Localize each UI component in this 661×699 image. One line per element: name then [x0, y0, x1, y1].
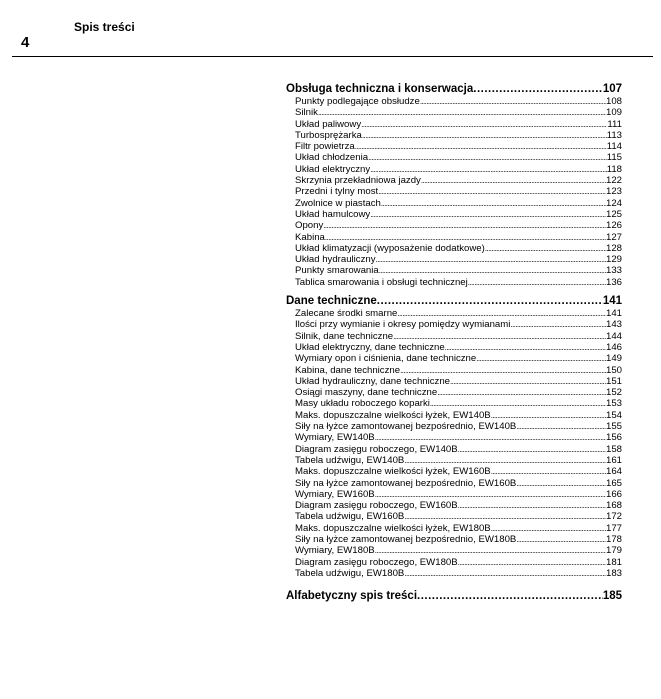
toc-page-number: 123 — [605, 186, 622, 198]
dot-leader — [362, 130, 607, 141]
toc-page-number: 178 — [605, 533, 622, 545]
toc-entry-title: Filtr powietrza — [295, 141, 355, 153]
toc-entry[interactable] — [286, 398, 622, 409]
dot-leader — [355, 141, 607, 152]
toc-page-number: 107 — [602, 83, 622, 95]
dot-leader — [378, 186, 606, 197]
header-title: Spis treści — [74, 20, 135, 34]
toc-page-number: 156 — [605, 432, 622, 444]
toc-entry[interactable] — [286, 243, 622, 254]
toc-entry[interactable] — [286, 455, 622, 466]
toc-entry-title: Przedni i tylny most — [295, 186, 379, 198]
dot-leader — [393, 331, 606, 342]
toc-entry[interactable] — [286, 232, 622, 243]
table-of-contents — [286, 82, 622, 603]
toc-page-number: 118 — [606, 163, 622, 175]
toc-page-number: 153 — [605, 398, 622, 410]
dot-leader — [445, 342, 606, 353]
toc-page-number: 114 — [606, 141, 622, 153]
toc-page-number: 143 — [605, 319, 622, 331]
dot-leader — [368, 152, 607, 163]
dot-leader — [381, 198, 606, 209]
toc-entry-title: Zwolnice w piastach — [295, 197, 381, 209]
dot-leader — [468, 277, 606, 288]
toc-page-number: 136 — [605, 276, 622, 288]
toc-entry[interactable] — [286, 421, 622, 432]
toc-page-number: 177 — [605, 522, 622, 534]
toc-page-number: 111 — [607, 118, 622, 130]
dot-leader — [476, 353, 606, 364]
dot-leader — [325, 232, 606, 243]
toc-entry[interactable] — [286, 568, 622, 579]
dot-leader — [491, 466, 606, 477]
toc-section-title: Obsługa techniczna i konserwacja — [286, 83, 474, 95]
dot-leader — [375, 545, 606, 556]
toc-entry[interactable] — [286, 489, 622, 500]
toc-entry-title: Maks. dopuszczalne wielkości łyżek, EW180B — [295, 522, 491, 534]
dot-leader — [417, 589, 603, 603]
toc-section-title: Dane techniczne — [286, 295, 377, 308]
toc-page-number: 151 — [605, 375, 622, 387]
toc-entry[interactable] — [286, 545, 622, 556]
dot-leader — [370, 164, 607, 175]
toc-entry[interactable] — [286, 254, 622, 265]
toc-entry-title: Diagram zasięgu roboczego, EW140B — [295, 443, 458, 455]
toc-entry-title: Diagram zasięgu roboczego, EW160B — [295, 500, 458, 512]
toc-page-number: 109 — [605, 107, 622, 119]
header-divider — [12, 56, 653, 57]
dot-leader — [491, 410, 606, 421]
toc-page-number: 133 — [605, 265, 622, 277]
dot-leader — [450, 376, 606, 387]
toc-section-entry[interactable] — [286, 82, 622, 96]
toc-entry-title: Turbosprężarka — [295, 129, 362, 141]
toc-section — [286, 294, 622, 579]
toc-page-number: 122 — [605, 175, 622, 187]
toc-entry-title: Skrzynia przekładniowa jazdy — [295, 175, 421, 187]
toc-page-number: 165 — [605, 477, 622, 489]
dot-leader — [323, 220, 606, 231]
toc-entry-title: Masy układu roboczego koparki — [295, 398, 430, 410]
dot-leader — [397, 308, 606, 319]
toc-entry[interactable] — [286, 220, 622, 231]
toc-page-number: 161 — [605, 454, 622, 466]
toc-page-number: 141 — [605, 308, 622, 320]
toc-section-entry[interactable] — [286, 589, 622, 603]
toc-entry-title: Zalecane środki smarne — [295, 308, 398, 320]
toc-entry-title: Punkty podlegające obsłudze — [295, 96, 420, 107]
toc-section-entry[interactable] — [286, 294, 622, 308]
toc-page-number: 144 — [605, 330, 622, 342]
toc-entry[interactable] — [286, 342, 622, 353]
toc-page-number: 113 — [606, 129, 622, 141]
dot-leader — [404, 568, 606, 579]
toc-entry-title: Tabela udźwigu, EW140B — [295, 454, 405, 466]
toc-entry-title: Układ paliwowy — [295, 118, 362, 130]
toc-page-number: 154 — [605, 409, 622, 421]
toc-page-number: 146 — [605, 341, 622, 353]
toc-page-number: 185 — [602, 590, 622, 603]
toc-page-number: 155 — [605, 421, 622, 433]
toc-entry-title: Kabina — [295, 231, 325, 243]
toc-entry[interactable] — [286, 130, 622, 141]
dot-leader — [485, 243, 606, 254]
toc-entry[interactable] — [286, 277, 622, 288]
toc-entry[interactable] — [286, 511, 622, 522]
toc-page-number: 141 — [602, 295, 622, 308]
toc-entry[interactable] — [286, 186, 622, 197]
toc-entry-title: Układ hydrauliczny — [295, 254, 376, 266]
toc-entry-title: Układ elektryczny — [295, 163, 371, 175]
toc-page-number: 172 — [605, 511, 622, 523]
toc-entry-title: Punkty smarowania — [295, 265, 379, 277]
toc-entry[interactable] — [286, 141, 622, 152]
toc-page-number: 166 — [605, 488, 622, 500]
toc-page-number: 115 — [606, 152, 622, 164]
toc-section — [286, 82, 622, 288]
dot-leader — [437, 387, 606, 398]
toc-entry[interactable] — [286, 209, 622, 220]
dot-leader — [510, 319, 606, 330]
toc-entry-title: Układ hydrauliczny, dane techniczne — [295, 375, 451, 387]
toc-page-number: 108 — [605, 96, 622, 107]
toc-entry-title: Maks. dopuszczalne wielkości łyżek, EW140B — [295, 409, 491, 421]
dot-leader — [400, 365, 606, 376]
toc-entry[interactable] — [286, 500, 622, 511]
dot-leader — [458, 557, 606, 568]
toc-entry-title: Kabina, dane techniczne — [295, 364, 401, 376]
dot-leader — [318, 107, 606, 118]
dot-leader — [379, 265, 606, 276]
dot-leader — [430, 398, 606, 409]
toc-entry-title: Tablica smarowania i obsługi technicznej — [295, 276, 468, 288]
toc-entry[interactable] — [286, 387, 622, 398]
toc-entry[interactable] — [286, 152, 622, 163]
toc-entry[interactable] — [286, 175, 622, 186]
toc-page-number: 181 — [605, 556, 622, 568]
toc-page-number: 164 — [605, 466, 622, 478]
toc-entry[interactable] — [286, 557, 622, 568]
toc-entry-title: Wymiary opon i ciśnienia, dane techniczne — [295, 353, 477, 365]
toc-entry[interactable] — [286, 265, 622, 276]
dot-leader — [473, 82, 603, 96]
toc-entry-title: Siły na łyżce zamontowanej bezpośrednio, EW180B — [295, 533, 517, 545]
dot-leader — [516, 534, 606, 545]
dot-leader — [376, 254, 606, 265]
toc-entry-title: Układ chłodzenia — [295, 152, 369, 164]
toc-entry-title: Opony — [295, 220, 324, 232]
toc-entry[interactable] — [286, 96, 622, 107]
toc-entry[interactable] — [286, 444, 622, 455]
toc-entry[interactable] — [286, 376, 622, 387]
toc-entry-title: Silnik — [295, 107, 318, 119]
toc-entry-title: Ilości przy wymianie i okresy pomiędzy wymianami — [295, 319, 511, 331]
dot-leader — [375, 432, 606, 443]
toc-section — [286, 589, 622, 603]
toc-page-number: 158 — [605, 443, 622, 455]
toc-entry-title: Tabela udźwigu, EW180B — [295, 567, 405, 579]
toc-page-number: 129 — [605, 254, 622, 266]
toc-page-number: 126 — [605, 220, 622, 232]
toc-page-number: 124 — [605, 197, 622, 209]
dot-leader — [361, 119, 607, 130]
toc-entry-title: Maks. dopuszczalne wielkości łyżek, EW160B — [295, 466, 491, 478]
toc-entry-title: Siły na łyżce zamontowanej bezpośrednio, EW160B — [295, 477, 517, 489]
dot-leader — [421, 175, 606, 186]
toc-entry[interactable] — [286, 478, 622, 489]
dot-leader — [491, 523, 606, 534]
toc-entry-title: Układ klimatyzacji (wyposażenie dodatkowe) — [295, 242, 485, 254]
toc-page-number: 127 — [605, 231, 622, 243]
dot-leader — [458, 500, 606, 511]
toc-entry-title: Układ hamulcowy — [295, 208, 371, 220]
toc-entry-title: Układ elektryczny, dane techniczne — [295, 341, 445, 353]
toc-entry[interactable] — [286, 432, 622, 443]
toc-page-number: 183 — [605, 567, 622, 579]
toc-entry[interactable] — [286, 410, 622, 421]
toc-entry-title: Tabela udźwigu, EW160B — [295, 511, 405, 523]
toc-entry-title: Osiągi maszyny, dane techniczne — [295, 387, 438, 399]
toc-entry[interactable] — [286, 523, 622, 534]
toc-entry-title: Wymiary, EW140B — [295, 432, 375, 444]
toc-page-number: 128 — [605, 242, 622, 254]
dot-leader — [404, 455, 606, 466]
dot-leader — [404, 511, 606, 522]
toc-section-title: Alfabetyczny spis treści — [286, 590, 418, 603]
dot-leader — [516, 421, 606, 432]
dot-leader — [375, 489, 606, 500]
toc-page-number: 125 — [605, 208, 622, 220]
toc-entry[interactable] — [286, 119, 622, 130]
toc-entry[interactable] — [286, 365, 622, 376]
dot-leader — [370, 209, 606, 220]
toc-entry-title: Diagram zasięgu roboczego, EW180B — [295, 556, 458, 568]
toc-page-number: 179 — [605, 545, 622, 557]
toc-entry[interactable] — [286, 319, 622, 330]
dot-leader — [516, 478, 606, 489]
dot-leader — [377, 294, 603, 308]
toc-entry-title: Siły na łyżce zamontowanej bezpośrednio, EW140B — [295, 421, 517, 433]
toc-entry-title: Silnik, dane techniczne — [295, 330, 394, 342]
toc-entry[interactable] — [286, 466, 622, 477]
toc-page-number: 168 — [605, 500, 622, 512]
toc-entry[interactable] — [286, 331, 622, 342]
toc-entry[interactable] — [286, 107, 622, 118]
toc-entry[interactable] — [286, 308, 622, 319]
toc-page-number: 152 — [605, 387, 622, 399]
dot-leader — [420, 96, 606, 107]
toc-page-number: 149 — [605, 353, 622, 365]
dot-leader — [458, 444, 606, 455]
toc-entry[interactable] — [286, 353, 622, 364]
toc-entry[interactable] — [286, 534, 622, 545]
toc-entry-title: Wymiary, EW180B — [295, 545, 375, 557]
page-number: 4 — [21, 34, 30, 51]
toc-entry-title: Wymiary, EW160B — [295, 488, 375, 500]
toc-entry[interactable] — [286, 164, 622, 175]
toc-page-number: 150 — [605, 364, 622, 376]
toc-entry[interactable] — [286, 198, 622, 209]
